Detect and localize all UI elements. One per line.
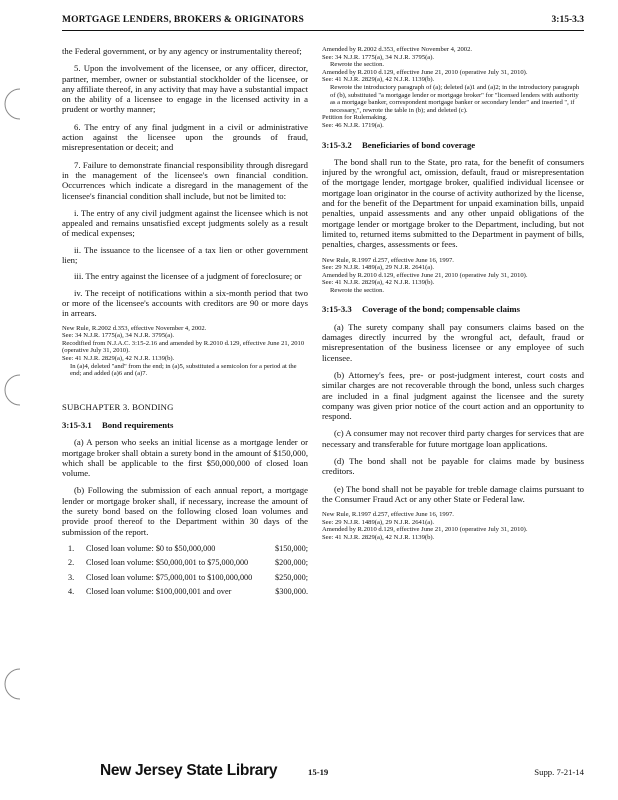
note-line: Rewrote the introductory paragraph of (a); deleted (a)1 and (a)2; in the introductory paragraph of (b), substituted "a mortgage lender or mortgage broker" for "licensed lenders with authority as a mortgage banker, correspondent mortgage banker or secondary lender" and inserted ", if necessary,", rewrote the table in (b); and deleted (c). — [330, 83, 580, 114]
bond-amount-table — [62, 544, 308, 602]
note-line: New Rule, R.1997 d.257, effective June 16, 1997. — [322, 511, 454, 519]
section-title: Beneficiaries of bond coverage — [362, 139, 476, 150]
supplement-date: Supp. 7-21-14 — [534, 767, 584, 777]
note-line: New Rule, R.2002 d.353, effective November 4, 2002. — [62, 324, 207, 332]
section-title: Bond requirements — [102, 419, 174, 430]
note-line: Amended by R.2010 d.129, effective June 21, 2010 (operative July 31, 2010). — [322, 526, 528, 534]
header-title: MORTGAGE LENDERS, BROKERS & ORIGINATORS — [62, 15, 304, 25]
table-row: 1. Closed loan volume: $0 to $50,000,000 $150,000; — [68, 543, 308, 553]
paragraph: (b) Attorney's fees, pre- or post-judgment interest, court costs and similar charges are not recoverable through the bond, unless such charges are included in a final judgment against the licensee and the surety company was given prior notice of the court action and an opportunity to respond. — [322, 369, 584, 422]
paragraph: the Federal government, or by any agency or instrumentality thereof; — [62, 46, 302, 56]
note-line: Rewrote the section. — [330, 61, 385, 69]
note-line: New Rule, R.1997 d.257, effective June 16, 1997. — [322, 256, 454, 264]
history-note — [62, 325, 308, 378]
table-row: 3. Closed loan volume: $75,000,001 to $100,000,000 $250,000; — [68, 572, 308, 582]
paragraph: (a) A person who seeks an initial license as a mortgage lender or mortgage broker shall obtain a surety bond in the amount of $150,000, which shall be applicable to the first $50,000,000 of closed loan volume. — [62, 437, 308, 479]
note-line: Recodified from N.J.A.C. 3:15-2.16 and amended by R.2010 d.129, effective June 21, 2010 (operative July 31, 2010). — [62, 339, 305, 355]
paragraph: (c) A consumer may not recover third party charges for services that are necessary and transferable for future mortgage loan applications. — [322, 428, 584, 449]
paragraph: ii. The issuance to the licensee of a tax lien or other government lien; — [62, 244, 308, 266]
note-line: Rewrote the section. — [330, 286, 385, 294]
paragraph: The bond shall run to the State, pro rata, for the benefit of consumers injured by the wrongful act, omission, default, fraud or misrepresentation of the mortgage lender, mortgage broker, qualified individual licensee or mortgage loan originator in the course of activity authorized by the license, and for the benefit of the Department for unpaid examination bills, unpaid penalties, unpaid assessments and any other unpaid obligations of the mortgage lender or mortgage broker to the Department, including, but not limited to, returned items submitted to the Department in payment of bills, penalties, charges, assessments or fees. — [322, 156, 584, 250]
paragraph: (b) Following the submission of each annual report, a mortgage lender or mortgage broker shall, if necessary, increase the amount of the surety bond based on the following closed loan volumes and provide proof thereof to the Department within 30 days of the submission of the report. — [62, 485, 308, 537]
note-line: See: 29 N.J.R. 1489(a), 29 N.J.R. 2641(a). — [322, 264, 435, 272]
note-line: In (a)4, deleted "and" from the end; in (a)5, substituted a semicolon for a period at the end; and added (a)6 and (a)7. — [70, 362, 297, 378]
header-section-number: 3:15-3.3 — [551, 15, 584, 25]
binder-hole-icon — [2, 372, 38, 408]
note-line: See: 41 N.J.R. 2829(a), 42 N.J.R. 1139(b). — [322, 76, 435, 84]
table-row: 2. Closed loan volume: $50,000,001 to $75,000,000 $200,000; — [68, 558, 308, 568]
running-header — [62, 14, 584, 31]
page-number: 15-19 — [308, 767, 329, 777]
binder-hole-icon — [2, 666, 38, 702]
note-line: See: 41 N.J.R. 2829(a), 42 N.J.R. 1139(b). — [62, 354, 175, 362]
note-line: See: 34 N.J.R. 1775(a), 34 N.J.R. 3795(a). — [62, 332, 175, 340]
history-note — [322, 511, 584, 541]
section-number: 3:15-3.3 — [322, 304, 352, 315]
note-line: See: 41 N.J.R. 2829(a), 42 N.J.R. 1139(b). — [322, 279, 435, 287]
history-note — [322, 46, 584, 130]
paragraph: i. The entry of any civil judgment against the licensee which is not appealed and remains unsatisfied except judgments solely as a result of medical expenses; — [62, 207, 308, 239]
section-title: Coverage of the bond; compensable claims — [362, 304, 521, 315]
library-stamp: New Jersey State Library — [100, 762, 278, 779]
paragraph: (d) The bond shall not be payable for claims made by business creditors. — [322, 456, 584, 477]
paragraph: 6. The entry of any final judgment in a civil or administrative action against the licensee upon the grounds of fraud, misrepresentation or deceit; and — [62, 121, 308, 153]
section-number: 3:15-3.1 — [62, 419, 92, 430]
left-column — [62, 46, 308, 602]
paragraph: (a) The surety company shall pay consumers claims based on the damages directly incurred by the wrongful act, default, fraud or misrepresentation of the business licensee or any employee of such licensee. — [322, 321, 584, 363]
paragraph: (e) The bond shall not be payable for treble damage claims pursuant to the Consumer Fraud Act or any other State or Federal law. — [322, 483, 584, 504]
section-heading — [62, 420, 308, 430]
page-footer — [62, 762, 584, 782]
section-heading — [322, 140, 584, 150]
right-column — [322, 46, 584, 552]
history-note — [322, 257, 584, 295]
paragraph: iii. The entry against the licensee of a judgment of foreclosure; or — [74, 271, 302, 282]
section-number: 3:15-3.2 — [322, 139, 352, 150]
note-line: Amended by R.2010 d.129, effective June 21, 2010 (operative July 31, 2010). — [322, 68, 528, 76]
paragraph: 5. Upon the involvement of the licensee, or any officer, director, partner, member, owner or substantial stockholder of the licensee, or any affiliate thereof, in any activity that may have a substantial impact on the ability of a licensee to engage in the licensed activity in a prudent or worthy manner; — [62, 63, 308, 115]
note-line: Amended by R.2010 d.129, effective June 21, 2010 (operative July 31, 2010). — [322, 271, 528, 279]
note-line: See: 41 N.J.R. 2829(a), 42 N.J.R. 1139(b). — [322, 534, 435, 541]
binder-hole-icon — [2, 86, 38, 122]
note-line: See: 46 N.J.R. 1719(a). — [322, 121, 384, 129]
note-line: Petition for Rulemaking. — [322, 114, 388, 122]
paragraph: 7. Failure to demonstrate financial responsibility through disregard in the management of the licensee's own financial condition. Occurrences which indicate a disregard in the management of the licensee's financial condition shall include, but not be limited to: — [62, 159, 308, 201]
note-line: See: 29 N.J.R. 1489(a), 29 N.J.R. 2641(a). — [322, 518, 435, 526]
subchapter-heading: SUBCHAPTER 3. BONDING — [62, 401, 174, 412]
paragraph: iv. The receipt of notifications within a six-month period that two or more of the licensee's accounts with creditors are 90 or more days in arrears. — [62, 287, 308, 319]
note-line: See: 34 N.J.R. 1775(a), 34 N.J.R. 3795(a). — [322, 53, 435, 61]
table-row: 4. Closed loan volume: $100,000,001 and over $300,000. — [68, 587, 308, 597]
note-line: Amended by R.2002 d.353, effective November 4, 2002. — [322, 46, 473, 53]
section-heading — [322, 304, 584, 314]
